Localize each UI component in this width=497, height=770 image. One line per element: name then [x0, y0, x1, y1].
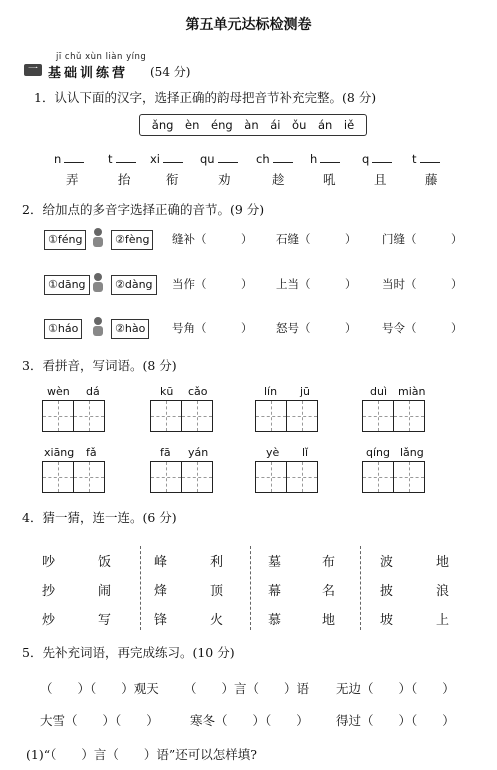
pinyin-option[interactable]: ①háo: [44, 319, 82, 339]
match-char[interactable]: 闹: [98, 584, 112, 599]
q3-prompt: 3．看拼音，写词语。(8 分): [22, 358, 177, 373]
match-char[interactable]: 火: [210, 613, 224, 628]
word-pinyin: xiāng: [44, 446, 75, 459]
match-char[interactable]: 锋: [154, 613, 168, 628]
word-pinyin: lín: [264, 385, 278, 398]
polyphone-item[interactable]: 当时（ ）: [382, 277, 463, 291]
q5-prompt: 5．先补充词语，再完成练习。(10 分): [22, 645, 235, 660]
column-divider: [360, 546, 361, 630]
word-pinyin: yán: [188, 446, 209, 459]
word-pinyin: cǎo: [188, 385, 208, 398]
writing-grid[interactable]: [181, 400, 213, 432]
q5-subquestion: (1)“（ ）言（ ）语”还可以怎样填?: [26, 747, 257, 762]
hanzi: 弄: [66, 172, 79, 187]
final-option: éng: [211, 118, 233, 132]
hanzi: 吼: [323, 172, 336, 187]
match-char[interactable]: 布: [322, 555, 336, 570]
word-pinyin: wèn: [47, 385, 70, 398]
final-option: án: [317, 118, 333, 132]
match-char[interactable]: 炒: [42, 613, 56, 628]
match-char[interactable]: 波: [380, 555, 394, 570]
hanzi: 劝: [218, 172, 231, 187]
match-char[interactable]: 幕: [268, 584, 282, 599]
syllable-blank[interactable]: t: [108, 152, 136, 166]
polyphone-item[interactable]: 号角（ ）: [172, 321, 253, 335]
writing-grid[interactable]: [362, 461, 394, 493]
section-pinyin: jī chǔ xùn liàn yíng: [56, 52, 147, 62]
final-option: ái: [270, 118, 281, 132]
idiom-blank[interactable]: 无边（ ）（ ）: [336, 681, 455, 696]
hanzi: 趁: [272, 172, 285, 187]
match-char[interactable]: 烽: [154, 584, 168, 599]
idiom-blank[interactable]: （ ）言（ ）语: [184, 681, 310, 696]
column-divider: [140, 546, 141, 630]
polyphone-item[interactable]: 石缝（ ）: [276, 232, 357, 246]
idiom-blank[interactable]: 寒冬（ ）（ ）: [190, 713, 309, 728]
syllable-blank[interactable]: qu: [200, 152, 238, 166]
match-char[interactable]: 坡: [380, 613, 394, 628]
match-char[interactable]: 吵: [42, 555, 56, 570]
match-char[interactable]: 顶: [210, 584, 224, 599]
writing-grid[interactable]: [393, 400, 425, 432]
q4-prompt: 4．猜一猜，连一连。(6 分): [22, 510, 177, 525]
hanzi: 且: [374, 172, 387, 187]
syllable-blank[interactable]: xi: [150, 152, 183, 166]
polyphone-item[interactable]: 上当（ ）: [276, 277, 357, 291]
match-char[interactable]: 墓: [268, 555, 282, 570]
finals-box: [139, 114, 367, 136]
writing-grid[interactable]: [42, 461, 74, 493]
section-title: 基础训练营: [48, 66, 129, 81]
word-pinyin: fā: [160, 446, 171, 459]
match-char[interactable]: 写: [98, 613, 112, 628]
writing-grid[interactable]: [73, 400, 105, 432]
q2-prompt: 2．给加点的多音字选择正确的音节。(9 分): [22, 202, 265, 217]
writing-grid[interactable]: [255, 461, 287, 493]
page-title: 第五单元达标检测卷: [185, 17, 312, 33]
hanzi: 藤: [425, 172, 438, 187]
final-option: iě: [343, 118, 355, 132]
idiom-blank[interactable]: 得过（ ）（ ）: [336, 713, 455, 728]
writing-grid[interactable]: [42, 400, 74, 432]
match-char[interactable]: 名: [322, 584, 336, 599]
final-option: àn: [244, 118, 259, 132]
word-pinyin: lǎng: [400, 446, 424, 459]
word-pinyin: fǎ: [86, 446, 97, 459]
writing-grid[interactable]: [181, 461, 213, 493]
section-score: (54 分): [150, 65, 191, 79]
word-pinyin: yè: [266, 446, 280, 459]
writing-grid[interactable]: [362, 400, 394, 432]
word-pinyin: dá: [86, 385, 100, 398]
hanzi: 抬: [118, 172, 131, 187]
polyphone-item[interactable]: 当作（ ）: [172, 277, 253, 291]
word-pinyin: lǐ: [302, 446, 309, 459]
word-pinyin: miàn: [398, 385, 426, 398]
writing-grid[interactable]: [73, 461, 105, 493]
idiom-blank[interactable]: （ ）（ ）观天: [40, 681, 159, 696]
child-icon: [90, 316, 106, 338]
polyphone-item[interactable]: 号令（ ）: [382, 321, 463, 335]
polyphone-item[interactable]: 怒号（ ）: [276, 321, 357, 335]
pinyin-option[interactable]: ②fèng: [111, 230, 153, 250]
match-char[interactable]: 浪: [436, 584, 450, 599]
polyphone-item[interactable]: 门缝（ ）: [382, 232, 463, 246]
word-pinyin: jū: [300, 385, 311, 398]
final-option: ǎng: [151, 118, 174, 132]
match-char[interactable]: 上: [436, 613, 450, 628]
hanzi: 衔: [166, 172, 179, 187]
word-pinyin: duì: [370, 385, 388, 398]
pinyin-option[interactable]: ①féng: [44, 230, 86, 250]
writing-grid[interactable]: [255, 400, 287, 432]
match-char[interactable]: 地: [322, 613, 336, 628]
q1-prompt: 1．认认下面的汉字，选择正确的韵母把音节补充完整。(8 分): [34, 90, 377, 105]
match-char[interactable]: 利: [210, 555, 224, 570]
pinyin-option[interactable]: ②hào: [111, 319, 149, 339]
match-char[interactable]: 峰: [154, 555, 168, 570]
polyphone-item[interactable]: 缝补（ ）: [172, 232, 253, 246]
match-char[interactable]: 慕: [268, 613, 282, 628]
word-pinyin: kū: [160, 385, 174, 398]
writing-grid[interactable]: [150, 461, 182, 493]
writing-grid[interactable]: [150, 400, 182, 432]
word-pinyin: qíng: [366, 446, 390, 459]
match-char[interactable]: 饭: [98, 555, 112, 570]
syllable-blank[interactable]: q: [362, 152, 392, 166]
writing-grid[interactable]: [393, 461, 425, 493]
idiom-blank[interactable]: 大雪（ ）（ ）: [40, 713, 159, 728]
section-badge: 一: [24, 64, 42, 76]
pinyin-option[interactable]: ②dàng: [111, 275, 157, 295]
writing-grid[interactable]: [286, 461, 318, 493]
syllable-blank[interactable]: t: [412, 152, 440, 166]
child-icon: [90, 227, 106, 249]
child-icon: [90, 272, 106, 294]
syllable-blank[interactable]: h: [310, 152, 340, 166]
match-char[interactable]: 地: [436, 555, 450, 570]
writing-grid[interactable]: [286, 400, 318, 432]
syllable-blank[interactable]: n: [54, 152, 84, 166]
pinyin-option[interactable]: ①dāng: [44, 275, 90, 295]
syllable-blank[interactable]: ch: [256, 152, 293, 166]
match-char[interactable]: 抄: [42, 584, 56, 599]
column-divider: [250, 546, 251, 630]
final-option: ǒu: [292, 118, 307, 132]
match-char[interactable]: 披: [380, 584, 394, 599]
final-option: èn: [185, 118, 200, 132]
